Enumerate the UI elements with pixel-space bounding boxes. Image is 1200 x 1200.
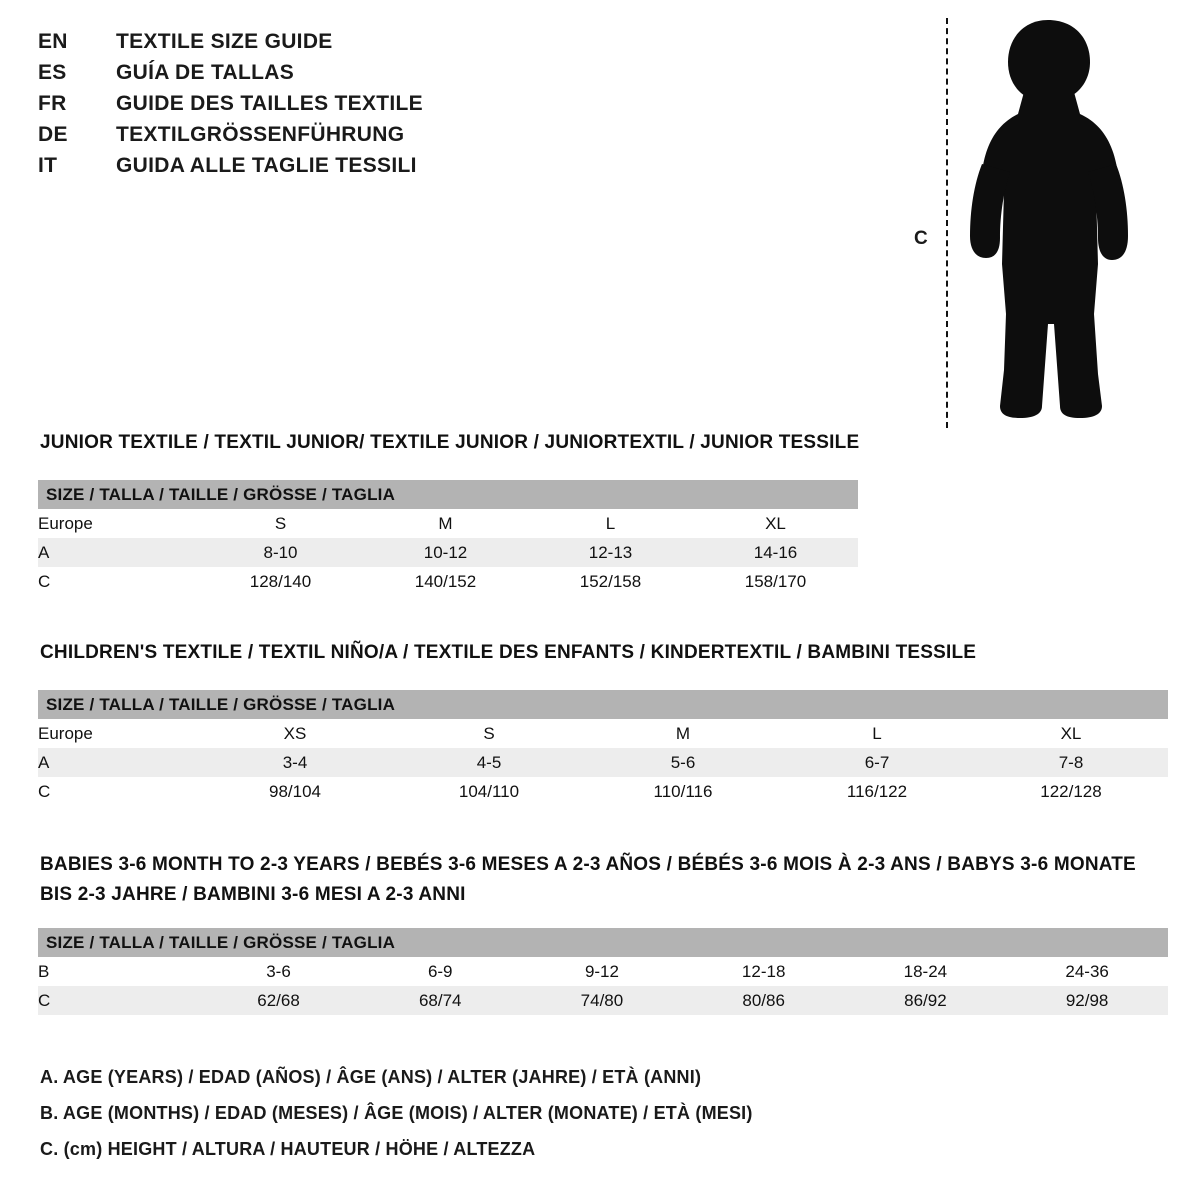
row-label-c: C (38, 986, 198, 1015)
language-text-fr: GUIDE DES TAILLES TEXTILE (116, 92, 423, 115)
cell-a-xs: 3-4 (198, 748, 392, 777)
cell-europe-l: L (528, 509, 693, 538)
children-size-table (38, 690, 1168, 806)
children-table-header: SIZE / TALLA / TAILLE / GRÖSSE / TAGLIA (38, 690, 1168, 719)
language-code-de: DE (38, 123, 68, 146)
row-label-a: A (38, 538, 198, 567)
cell-c-xs: 98/104 (198, 777, 392, 806)
language-code-en: EN (38, 30, 68, 53)
section-title-junior: JUNIOR TEXTILE / TEXTIL JUNIOR/ TEXTILE JUNIOR / JUNIORTEXTIL / JUNIOR TESSILE (40, 432, 860, 453)
cell-c-12-18: 80/86 (683, 986, 845, 1015)
language-row-en (38, 30, 658, 61)
language-header (38, 30, 658, 185)
table-row (38, 986, 1168, 1015)
figure-letter-c: C (914, 228, 928, 249)
cell-europe-s: S (392, 719, 586, 748)
section-title-children: CHILDREN'S TEXTILE / TEXTIL NIÑO/A / TEXTILE DES ENFANTS / KINDERTEXTIL / BAMBINI TESSILE (40, 642, 977, 663)
cell-europe-xl: XL (693, 509, 858, 538)
table-header-row (38, 928, 1168, 957)
legend-line-c: C. (cm) HEIGHT / ALTURA / HAUTEUR / HÖHE / ALTEZZA (40, 1139, 536, 1159)
cell-c-xl: 122/128 (974, 777, 1168, 806)
junior-table-header: SIZE / TALLA / TAILLE / GRÖSSE / TAGLIA (38, 480, 858, 509)
cell-b-12-18: 12-18 (683, 957, 845, 986)
cell-a-m: 5-6 (586, 748, 780, 777)
cell-c-m: 140/152 (363, 567, 528, 596)
language-text-de: TEXTILGRÖSSENFÜHRUNG (116, 123, 405, 146)
cell-europe-l: L (780, 719, 974, 748)
table-row (38, 719, 1168, 748)
row-label-b: B (38, 957, 198, 986)
cell-c-xl: 158/170 (693, 567, 858, 596)
cell-europe-m: M (586, 719, 780, 748)
legend-line-a: A. AGE (YEARS) / EDAD (AÑOS) / ÂGE (ANS) / ALTER (JAHRE) / ETÀ (ANNI) (40, 1067, 702, 1087)
language-row-it (38, 154, 658, 185)
row-label-c: C (38, 567, 198, 596)
row-label-a: A (38, 748, 198, 777)
table-row (38, 567, 858, 596)
cell-c-l: 116/122 (780, 777, 974, 806)
cell-c-3-6: 62/68 (198, 986, 360, 1015)
cell-b-9-12: 9-12 (521, 957, 683, 986)
cell-a-l: 12-13 (528, 538, 693, 567)
cell-c-l: 152/158 (528, 567, 693, 596)
language-code-it: IT (38, 154, 58, 177)
language-text-it: GUIDA ALLE TAGLIE TESSILI (116, 154, 417, 177)
cell-a-l: 6-7 (780, 748, 974, 777)
cell-a-xl: 14-16 (693, 538, 858, 567)
cell-europe-xs: XS (198, 719, 392, 748)
cell-c-18-24: 86/92 (845, 986, 1007, 1015)
cell-a-s: 8-10 (198, 538, 363, 567)
cell-a-s: 4-5 (392, 748, 586, 777)
cell-europe-m: M (363, 509, 528, 538)
table-row (38, 957, 1168, 986)
babies-table-header: SIZE / TALLA / TAILLE / GRÖSSE / TAGLIA (38, 928, 1168, 957)
language-row-de (38, 123, 658, 154)
table-row (38, 748, 1168, 777)
cell-c-m: 110/116 (586, 777, 780, 806)
language-row-es (38, 61, 658, 92)
cell-europe-xl: XL (974, 719, 1168, 748)
cell-c-24-36: 92/98 (1006, 986, 1168, 1015)
language-code-fr: FR (38, 92, 67, 115)
cell-c-9-12: 74/80 (521, 986, 683, 1015)
cell-b-24-36: 24-36 (1006, 957, 1168, 986)
cell-a-xl: 7-8 (974, 748, 1168, 777)
cell-b-3-6: 3-6 (198, 957, 360, 986)
cell-c-s: 128/140 (198, 567, 363, 596)
table-row (38, 538, 858, 567)
table-header-row (38, 480, 858, 509)
language-row-fr (38, 92, 658, 123)
row-label-europe: Europe (38, 509, 198, 538)
cell-a-m: 10-12 (363, 538, 528, 567)
section-title-babies: BABIES 3-6 MONTH TO 2-3 YEARS / BEBÉS 3-6 MESES A 2-3 AÑOS / BÉBÉS 3-6 MOIS À 2-3 ANS / BABYS 3-6 MONATE BIS 2-3 JAHRE / BAMBINI 3-6 MESI A 2-3 ANNI (40, 854, 1136, 905)
language-code-es: ES (38, 61, 67, 84)
language-text-es: GUÍA DE TALLAS (116, 61, 295, 84)
cell-c-6-9: 68/74 (359, 986, 521, 1015)
language-text-en: TEXTILE SIZE GUIDE (116, 30, 333, 53)
row-label-c: C (38, 777, 198, 806)
babies-size-table (38, 928, 1168, 1015)
cell-europe-s: S (198, 509, 363, 538)
height-dashed-line (946, 18, 948, 428)
table-header-row (38, 690, 1168, 719)
table-row (38, 777, 1168, 806)
height-measure-figure (900, 10, 1180, 430)
row-label-europe: Europe (38, 719, 198, 748)
junior-size-table (38, 480, 858, 596)
cell-b-6-9: 6-9 (359, 957, 521, 986)
cell-c-s: 104/110 (392, 777, 586, 806)
child-silhouette-icon (952, 14, 1162, 426)
legend-line-b: B. AGE (MONTHS) / EDAD (MESES) / ÂGE (MOIS) / ALTER (MONATE) / ETÀ (MESI) (40, 1103, 753, 1123)
table-row (38, 509, 858, 538)
cell-b-18-24: 18-24 (845, 957, 1007, 986)
